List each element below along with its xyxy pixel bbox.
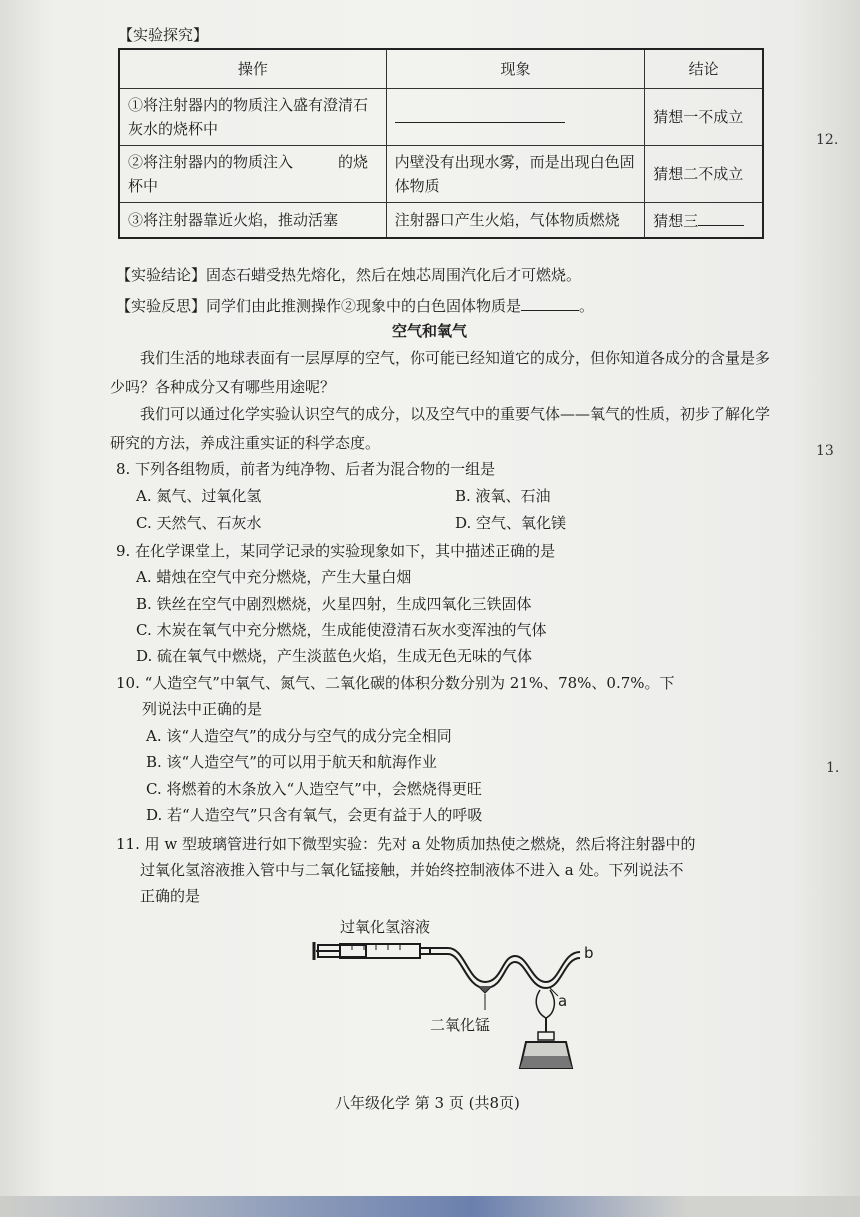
scan-edge-strip <box>0 1196 860 1217</box>
table-row <box>119 203 763 239</box>
q9-option-a: A. 蜡烛在空气中充分燃烧，产生大量白烟 <box>136 568 412 586</box>
row3-conclusion: 猜想三 <box>653 212 699 230</box>
experiment-table <box>118 48 764 239</box>
q8-option-d: D. 空气、氧化镁 <box>455 514 567 532</box>
w-tube-apparatus-figure <box>300 910 600 1078</box>
intro-paragraph-1: 我们生活的地球表面有一层厚厚的空气，你可能已经知道它的成分，但你知道各成分的含量是多少吗？各种成分又有哪些用途呢？ <box>110 349 771 396</box>
row2-conclusion: 猜想二不成立 <box>645 146 763 203</box>
q9-option-c: C. 木炭在氧气中充分燃烧，生成能使澄清石灰水变浑浊的气体 <box>136 621 547 639</box>
experiment-reflection-line <box>116 292 594 316</box>
row2-operation: ②将注射器内的物质注入 的烧杯中 <box>119 146 386 203</box>
table-header-operation: 操作 <box>119 49 386 89</box>
q9-option-b: B. 铁丝在空气中剧烈燃烧，火星四射，生成四氧化三铁固体 <box>136 595 532 613</box>
margin-number: 12. <box>816 132 839 148</box>
q11-stem-line3: 正确的是 <box>140 887 201 905</box>
row2-phenomenon: 内壁没有出现水雾，而是出现白色固体物质 <box>386 146 645 203</box>
q8-option-a: A. 氮气、过氧化氢 <box>136 487 262 505</box>
experiment-conclusion: 【实验结论】固态石蜡受热先熔化，然后在烛芯周围汽化后才可燃烧。 <box>116 266 582 284</box>
q8-option-b: B. 液氧、石油 <box>455 487 551 505</box>
intro-paragraph-2: 我们可以通过化学实验认识空气的成分，以及空气中的重要气体——氧气的性质，初步了解化学研究的方法，养成注重实证的科学态度。 <box>110 405 771 452</box>
table-header-row <box>119 49 763 89</box>
q9-option-d: D. 硫在氧气中燃烧，产生淡蓝色火焰，生成无色无味的气体 <box>136 647 533 665</box>
q10-option-b: B. 该“人造空气”的可以用于航天和航海作业 <box>146 753 437 771</box>
section-title: 【实验探究】 <box>118 26 209 44</box>
page-footer: 八年级化学 第 3 页 (共8页) <box>335 1094 520 1112</box>
row3-conclusion-cell <box>645 203 763 239</box>
figure-label-a: a <box>558 992 568 1010</box>
answer-blank <box>395 104 565 123</box>
table-row <box>119 89 763 146</box>
q10-option-d: D. 若“人造空气”只含有氧气，会更有益于人的呼吸 <box>146 806 483 824</box>
table-header-phenomenon: 现象 <box>386 49 645 89</box>
margin-number: 13 <box>816 443 834 459</box>
figure-label-hydrogen-peroxide: 过氧化氢溶液 <box>340 918 431 936</box>
figure-label-b: b <box>584 944 594 962</box>
q11-stem-line2: 过氧化氢溶液推入管中与二氧化锰接触，并始终控制液体不进入 a 处。下列说法不 <box>140 861 684 879</box>
q10-option-a: A. 该“人造空气”的成分与空气的成分完全相同 <box>146 727 452 745</box>
q11-stem-line1: 11. 用 w 型玻璃管进行如下微型实验：先对 a 处物质加热使之燃烧，然后将注射器中的 <box>116 835 696 853</box>
q10-stem-line1: 10. “人造空气”中氧气、氮气、二氧化碳的体积分数分别为 21%、78%、0.7%。下 <box>116 674 675 692</box>
q8-stem: 8. 下列各组物质，前者为纯净物、后者为混合物的一组是 <box>116 460 496 478</box>
row1-phenomenon-blank <box>386 89 645 146</box>
q10-option-c: C. 将燃着的木条放入“人造空气”中，会燃烧得更旺 <box>146 780 482 798</box>
experiment-reflection: 【实验反思】同学们由此推测操作②现象中的白色固体物质是 <box>116 297 522 315</box>
row3-operation: ③将注射器靠近火焰，推动活塞 <box>119 203 386 239</box>
q10-stem-line2: 列说法中正确的是 <box>142 700 263 718</box>
w-glass-tube <box>430 948 580 993</box>
row3-phenomenon: 注射器口产生火焰，气体物质燃烧 <box>386 203 645 239</box>
row1-operation: ①将注射器内的物质注入盛有澄清石灰水的烧杯中 <box>119 89 386 146</box>
chapter-title: 空气和氧气 <box>392 322 468 340</box>
answer-blank <box>521 292 579 311</box>
row1-conclusion: 猜想一不成立 <box>645 89 763 146</box>
table-row <box>119 146 763 203</box>
syringe-icon <box>314 942 430 960</box>
reflection-period: 。 <box>579 297 595 315</box>
margin-number: 1. <box>826 760 840 776</box>
table-header-conclusion: 结论 <box>645 49 763 89</box>
q9-stem: 9. 在化学课堂上，某同学记录的实验现象如下，其中描述正确的是 <box>116 542 556 560</box>
answer-blank <box>698 207 744 226</box>
q8-option-c: C. 天然气、石灰水 <box>136 514 262 532</box>
figure-label-manganese-dioxide: 二氧化锰 <box>430 1016 491 1034</box>
